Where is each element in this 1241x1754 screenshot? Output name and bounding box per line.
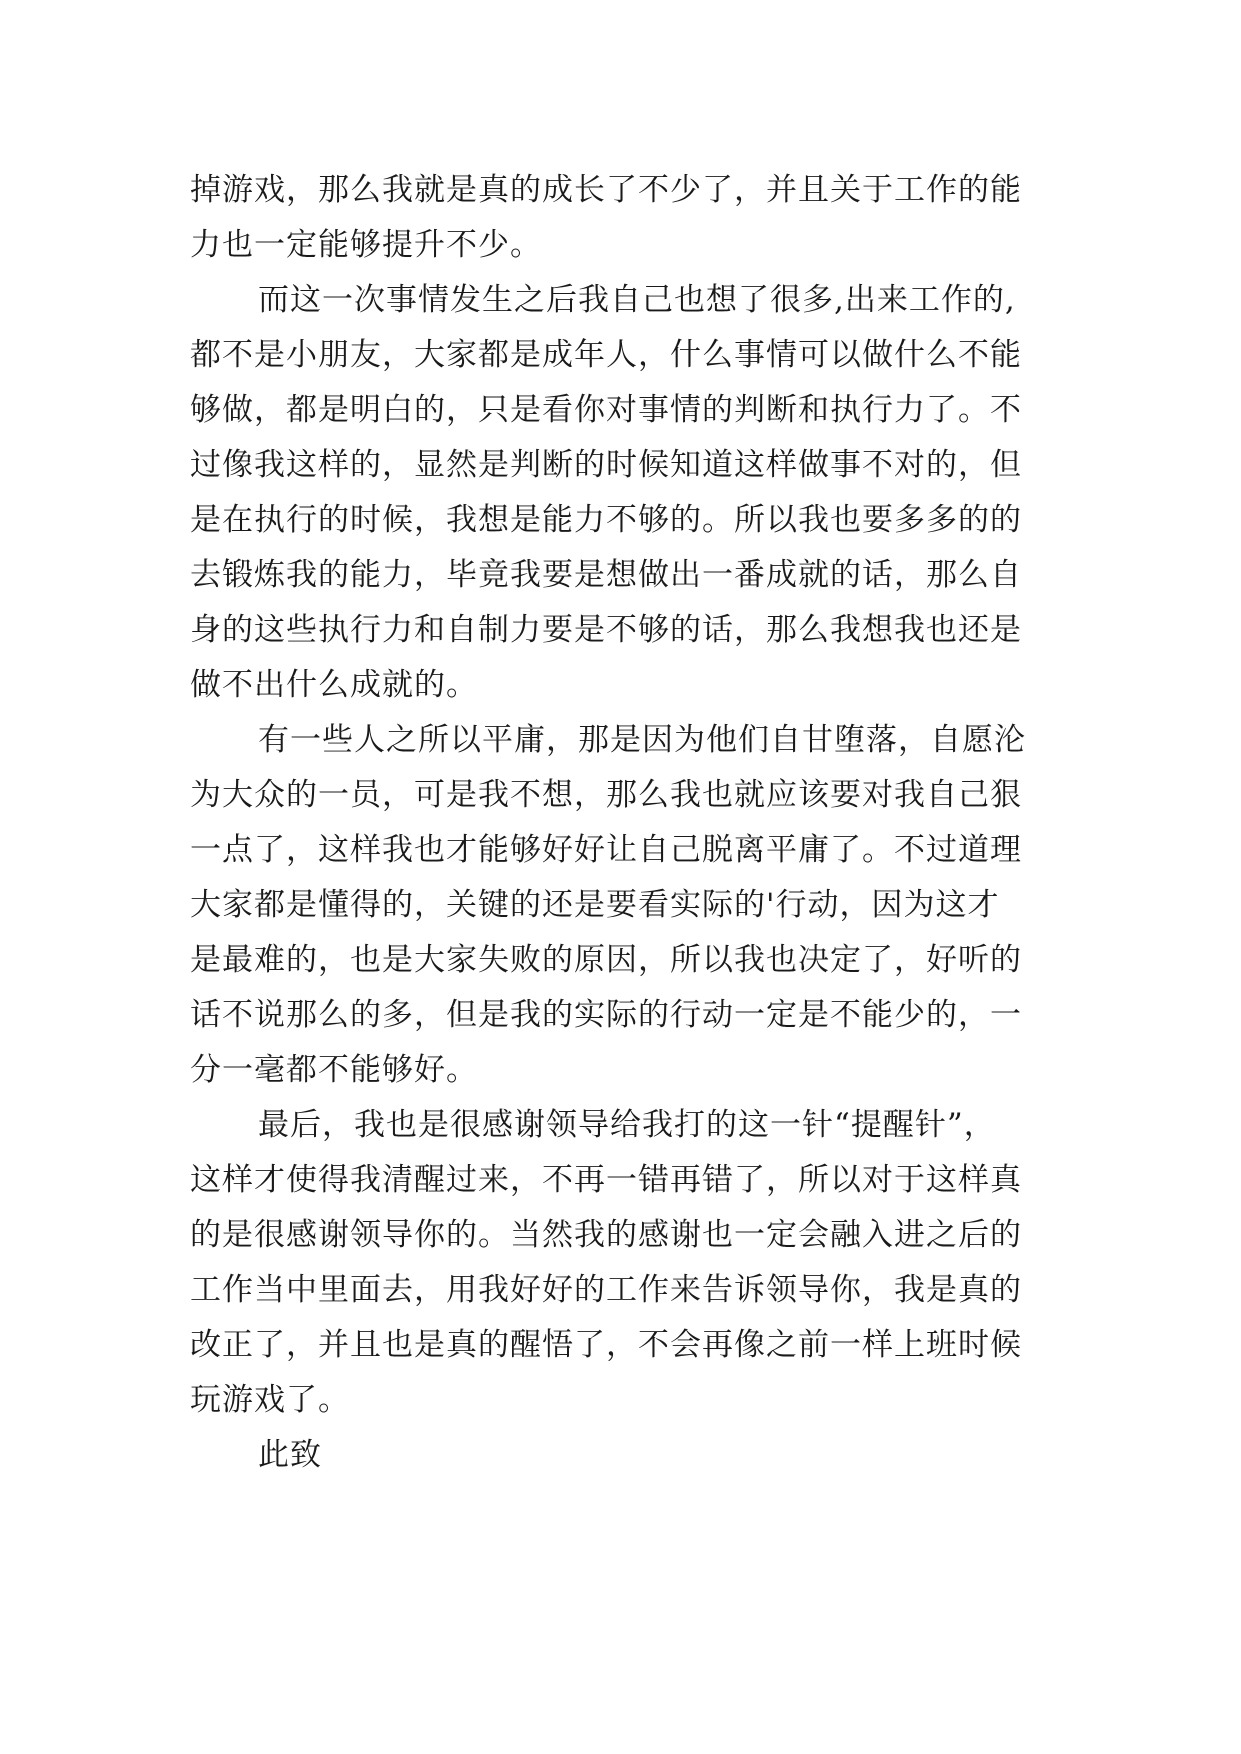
text-line: 大家都是懂得的，关键的还是要看实际的'行动，因为这才 <box>190 887 1000 923</box>
text-line: 为大众的一员，可是我不想，那么我也就应该要对我自己狠 <box>190 777 1022 813</box>
text-line: 是最难的，也是大家失败的原因，所以我也决定了，好听的 <box>190 942 1022 978</box>
text-line: 的是很感谢领导你的。当然我的感谢也一定会融入进之后的 <box>190 1217 1022 1253</box>
text-line: 一点了，这样我也才能够好好让自己脱离平庸了。不过道理 <box>190 832 1022 868</box>
text-line: 改正了，并且也是真的醒悟了，不会再像之前一样上班时候 <box>190 1327 1022 1363</box>
text-line: 过像我这样的，显然是判断的时候知道这样做事不对的，但 <box>190 447 1022 483</box>
text-line: 身的这些执行力和自制力要是不够的话，那么我想我也还是 <box>190 612 1022 648</box>
text-line: 是在执行的时候，我想是能力不够的。所以我也要多多的的 <box>190 502 1022 538</box>
text-line: 够做，都是明白的，只是看你对事情的判断和执行力了。不 <box>190 392 1022 428</box>
paragraph-start-line: 有一些人之所以平庸，那是因为他们自甘堕落，自愿沦 <box>258 722 1026 758</box>
text-line: 都不是小朋友，大家都是成年人，什么事情可以做什么不能 <box>190 337 1022 373</box>
paragraph-start-line: 而这一次事情发生之后我自己也想了很多,出来工作的, <box>258 282 1016 318</box>
closing-salutation: 此致 <box>258 1437 322 1473</box>
text-line: 这样才使得我清醒过来，不再一错再错了，所以对于这样真 <box>190 1162 1022 1198</box>
text-line: 掉游戏，那么我就是真的成长了不少了，并且关于工作的能 <box>190 172 1022 208</box>
text-line: 话不说那么的多，但是我的实际的行动一定是不能少的，一 <box>190 997 1022 1033</box>
paragraph-start-line: 最后，我也是很感谢领导给我打的这一针“提醒针”， <box>258 1107 996 1143</box>
text-line: 工作当中里面去，用我好好的工作来告诉领导你，我是真的 <box>190 1272 1022 1308</box>
text-line: 做不出什么成就的。 <box>190 667 478 703</box>
text-line: 力也一定能够提升不少。 <box>190 227 542 263</box>
text-line: 分一毫都不能够好。 <box>190 1052 478 1088</box>
text-line: 去锻炼我的能力，毕竟我要是想做出一番成就的话，那么自 <box>190 557 1022 593</box>
text-line: 玩游戏了。 <box>190 1382 350 1418</box>
